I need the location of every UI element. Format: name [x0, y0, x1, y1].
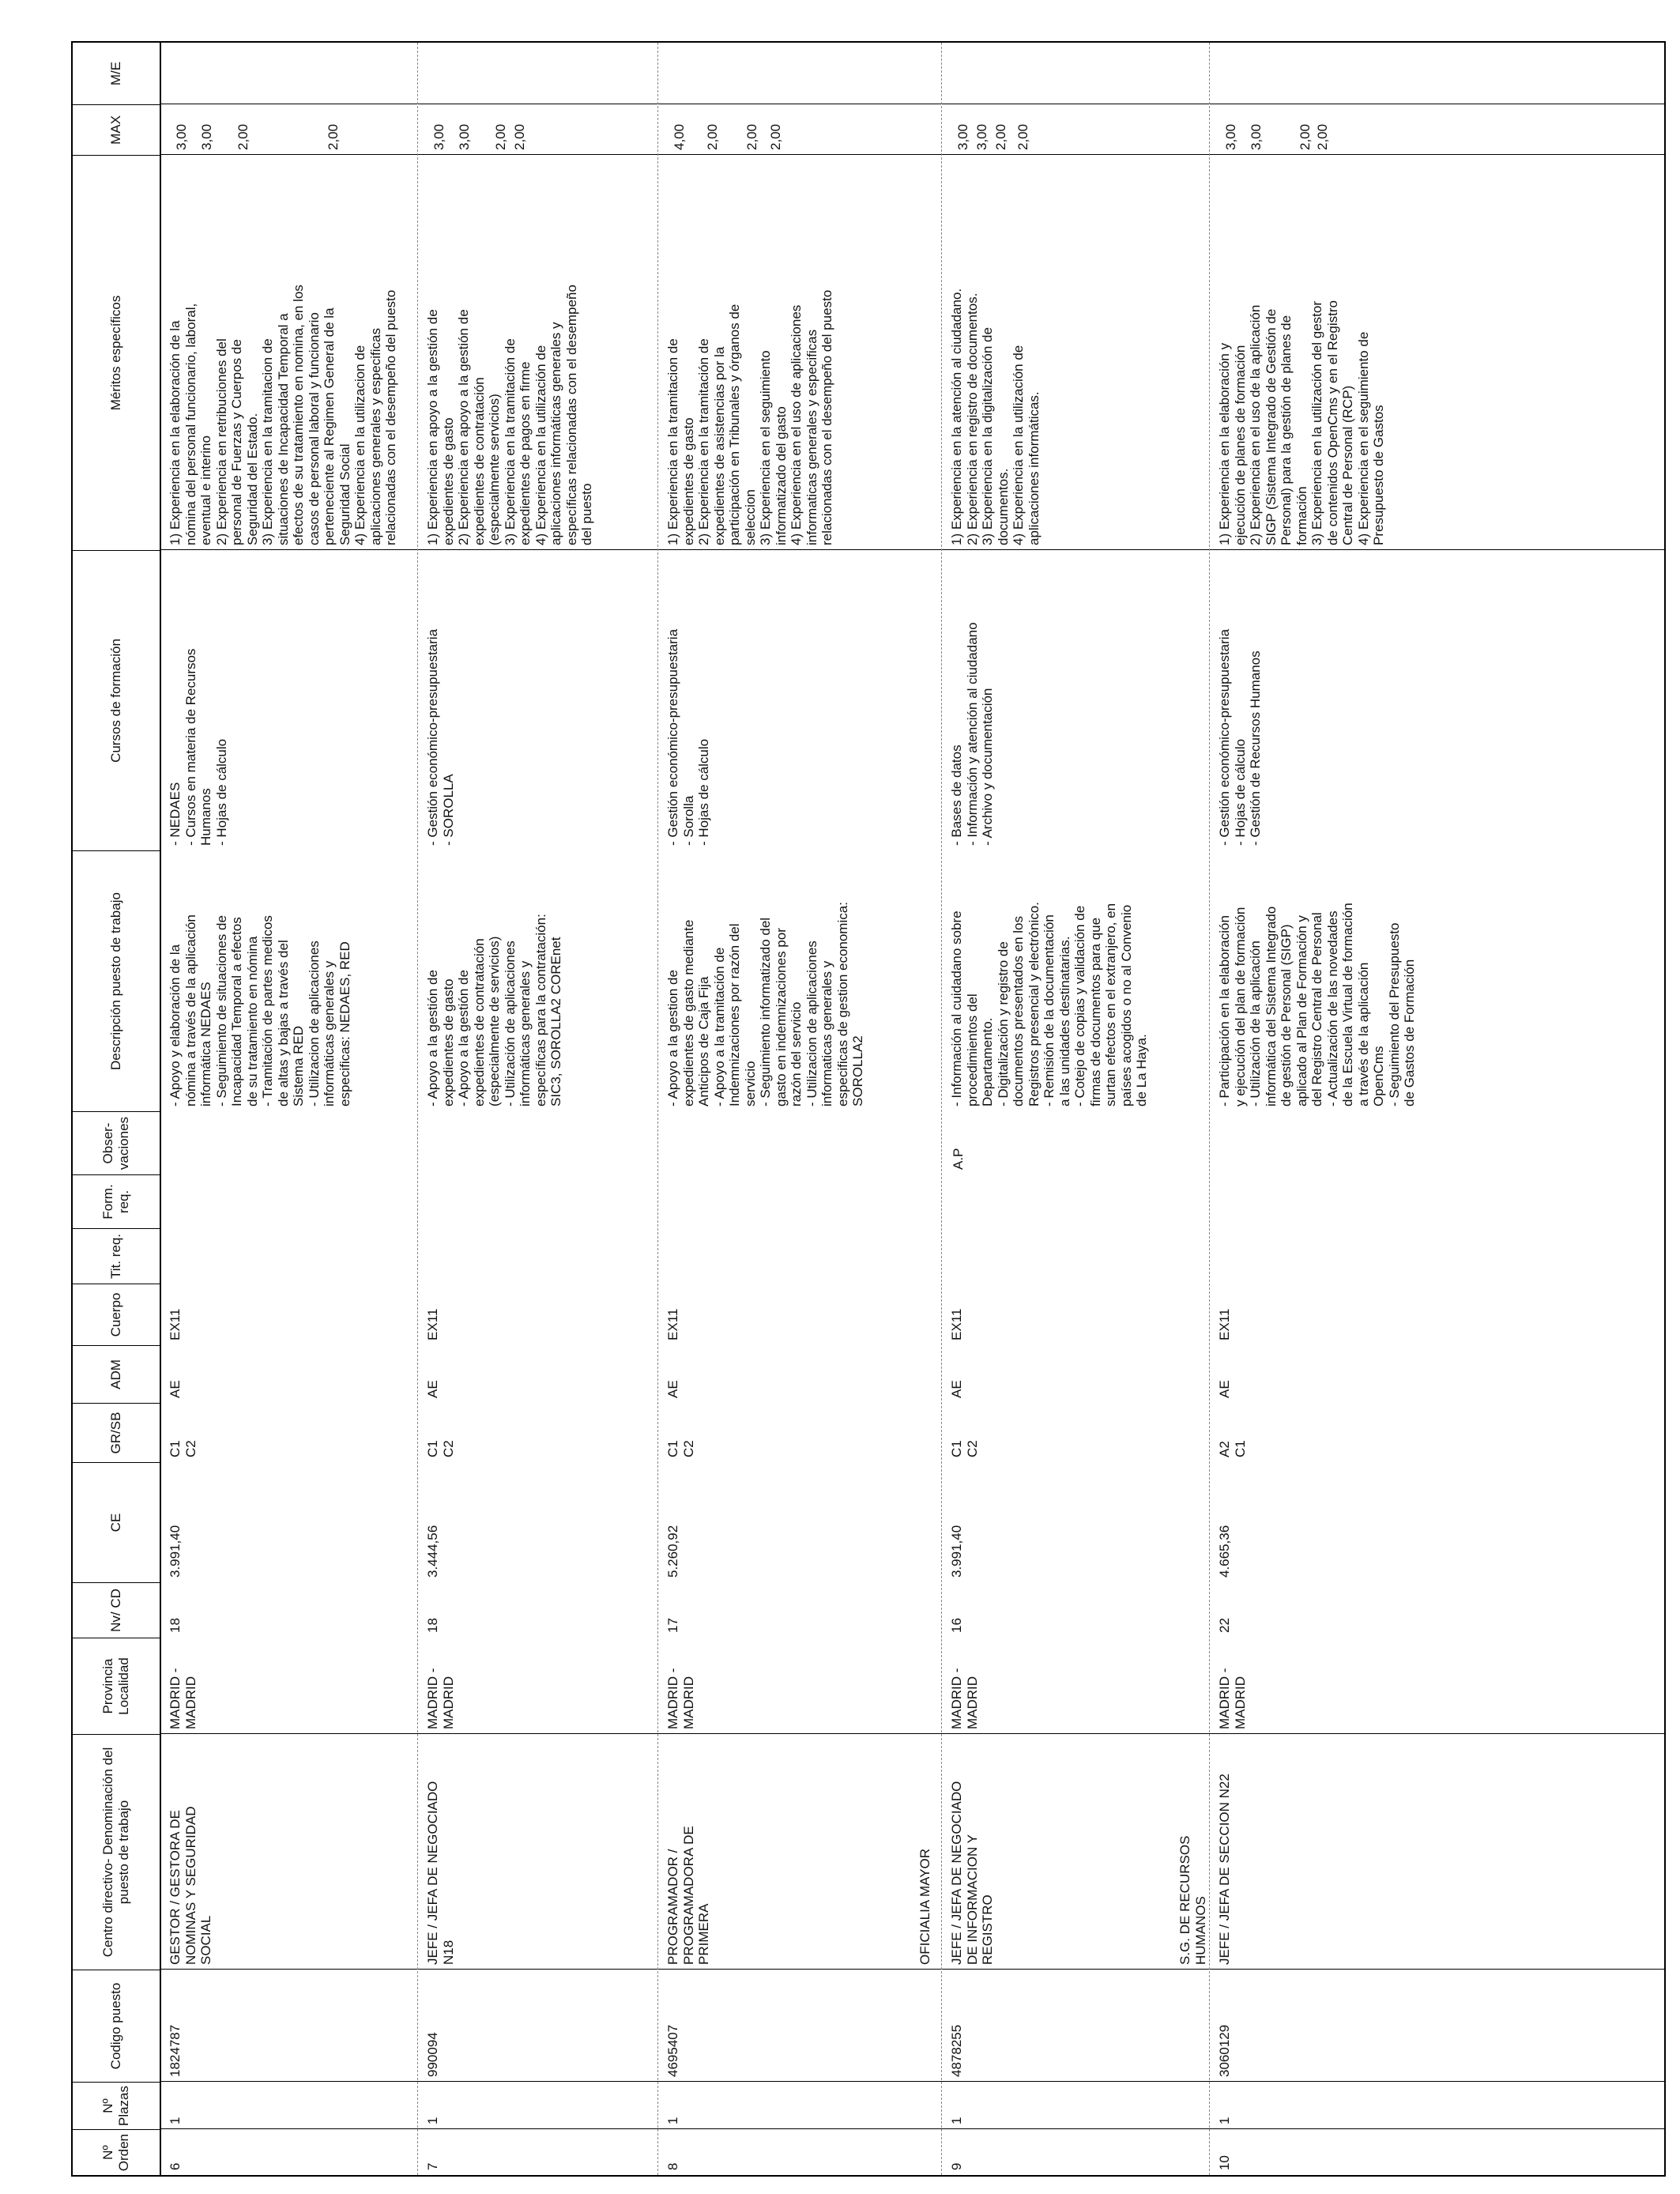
cell-grupo: C1 C2: [665, 1440, 696, 1457]
position-name: PROGRAMADOR / PROGRAMADORA DE PRIMERA: [665, 1826, 711, 1965]
cell-plazas: 1: [168, 2117, 183, 2124]
header-cuerpo: Cuerpo: [73, 1284, 160, 1345]
cell-adm: AE: [665, 1380, 680, 1398]
cell-cursos: - Gestión económico-presupuestaria - Hojas de cálculo - Gestión de Recursos Humanos: [1217, 628, 1263, 846]
position-name: JEFE / JEFA DE NEGOCIADO N18: [425, 1781, 456, 1965]
header-obs: Obser- vaciones: [73, 1111, 160, 1174]
cell-orden: 7: [425, 2162, 440, 2170]
header-nivel: Nv/ CD: [73, 1582, 160, 1638]
cell-max-value: 2,00: [768, 123, 783, 150]
cell-max-value: 3,00: [955, 123, 970, 150]
cell-descripcion: - Apoyo y elaboración de la nómina a través de la aplicación informática NEDAES - Seguimiento de situaciones de Incapacidad Temporal a efectos de su tratamiento en nómina - Tramitación de partes medicos de altas y bajas a través del Sistema RED - Utilizacion de aplicaciones informáticas generales y especificas: NEDAES, RED: [168, 914, 352, 1106]
header-tit: Tit. req.: [73, 1228, 160, 1284]
cell-meritos: 1) Experiencia en la elaboración de la nómina del personal funcionario, laboral, eventual e interino 2) Experiencia en retribuciones del personal de Fuerzas y Cuerpos de Seguridad del Estado. 3) Experiencia en la tramitacion de situaciones de Incapacidad Temporal a efectos de su tratamiento en nomina, en los casos de personal laboral y funcionario perteneciente al Regimen General de la Seguridad Social 4) Experiencia en la utilizacion de aplicaciones generales y especificas relacionadas con el desempeño del puesto: [168, 285, 398, 545]
cell-max-value: 3,00: [174, 123, 189, 150]
cell-max-value: 3,00: [199, 123, 214, 150]
cell-centro: [917, 1734, 996, 1970]
cell-provincia: MADRID - MADRID: [168, 1668, 198, 1729]
cell-cuerpo: EX11: [949, 1308, 964, 1340]
cell-nivel: 22: [1217, 1618, 1232, 1633]
header-grupo: GR/SB: [73, 1403, 160, 1462]
cell-plazas: 1: [949, 2117, 964, 2124]
position-name: JEFE / JEFA DE NEGOCIADO DE INFORMACION Y REGISTRO: [949, 1781, 995, 1965]
cell-meritos: 1) Experiencia en la elaboración y ejecución de planes de formación 2) Experiencia en el uso de la aplicación SIGP (Sistema Integrado de Gestión de Personal) para la gestión de planes de formación 3) Experiencia en la utilización del gestor de contenidos OpenCms y en el Registro Central de Personal (RCP) 4) Experiencia en el seguimiento de Presupuesto de Gastos: [1217, 300, 1386, 545]
cell-grupo: C1 C2: [168, 1440, 198, 1457]
header-centro: Centro directivo- Denominación del puesto de trabajo: [73, 1734, 160, 1970]
cell-cuerpo: EX11: [1217, 1308, 1232, 1340]
header-codigo: Codigo puesto: [73, 1970, 160, 2082]
cell-max-value: 2,00: [1298, 123, 1313, 150]
cell-codigo: 990094: [425, 2032, 440, 2077]
cell-descripcion: - Apoyo a la gestion de expedientes de gasto mediante Anticipos de Caja Fija - Apoyo a la tramitación de Indemnizaciones por razón del servicio - Seguimiento informatizado del gasto en indemnizaciones por razón del servicio - Utilizacion de aplicaciones informaticas generales y especificas de gestion economica: SOROLLA2: [665, 902, 865, 1106]
cell-max-value: 3,00: [431, 123, 446, 150]
cell-centro: [665, 1734, 712, 1970]
cell-descripcion: - Apoyo a la gestión de expedientes de gasto - Apoyo a la gestión de expedientes de contratación (especialmente de servicios) - Utilización de aplicaciones informáticas generales y específicas para la contratación: SIC3, SOROLLA2 COREnet: [425, 914, 563, 1106]
header-plazas: Nº Plazas: [73, 2082, 160, 2129]
cell-provincia: MADRID - MADRID: [665, 1668, 696, 1729]
cell-cursos: - Gestión económico-presupuestaria - Sorolla - Hojas de cálculo: [665, 628, 711, 846]
cell-max-value: 2,00: [1315, 123, 1330, 150]
cell-max-value: 2,00: [1015, 123, 1030, 150]
cell-max-value: 2,00: [744, 123, 759, 150]
cell-max-value: 2,00: [993, 123, 1008, 150]
table-row: [917, 43, 1210, 2175]
cell-max-value: 3,00: [457, 123, 472, 150]
cell-centro: [168, 1734, 214, 1970]
cell-descripcion: - Información al cuidadano sobre procedimientos del Departamento. - Digitalización y registro de documentos presentados en los Registros presencial y electrónico. - Remisión de la documentación a las unidades destinatarias. - Cotejo de copias y validación de firmas de documentos para que surtan efectos en el extranjero, en países acogidos o no al Convenio de La Haya.: [949, 902, 1149, 1106]
cell-nivel: 16: [949, 1618, 964, 1633]
cell-meritos: 1) Experiencia en la tramitacion de expedientes de gasto 2) Experiencia en la tramitación de expedientes de asistencias por la participación en Tribunales y órganos de seleccion 3) Experiencia en el seguimiento informatizado del gasto 4) Experiencia en el uso de aplicaciones informaticas generales y especificas relacionadas con el desempeño del puesto: [665, 289, 834, 545]
header-ce: CE: [73, 1462, 160, 1582]
table-row: [657, 43, 942, 2175]
cell-orden: 9: [949, 2162, 964, 2170]
position-name: JEFE / JEFA DE SECCION N22: [1217, 1774, 1232, 1965]
cell-orden: 6: [168, 2162, 183, 2170]
cell-cuerpo: EX11: [168, 1308, 183, 1340]
cell-max-value: 2,00: [326, 123, 341, 150]
cell-ce: 5.260,92: [665, 1525, 680, 1578]
cell-ce: 4.665,36: [1217, 1525, 1232, 1578]
cell-provincia: MADRID - MADRID: [425, 1668, 456, 1729]
cell-codigo: 4878255: [949, 2024, 964, 2077]
cell-adm: AE: [425, 1380, 440, 1398]
cell-codigo: 1824787: [168, 2024, 183, 2077]
cell-cursos: - NEDAES - Cursos en materia de Recursos Humanos - Hojas de cálculo: [168, 648, 229, 846]
table-row: [160, 43, 418, 2175]
cell-centro: [425, 1734, 456, 1970]
cell-max-value: 3,00: [1249, 123, 1264, 150]
header-descripcion: Descripción puesto de trabajo: [73, 850, 160, 1111]
header-orden: Nº Orden: [73, 2129, 160, 2175]
cell-nivel: 17: [665, 1618, 680, 1633]
cell-ce: 3.444,56: [425, 1525, 440, 1578]
cell-grupo: A2 C1: [1217, 1440, 1248, 1457]
cell-obs: A.P: [951, 1148, 966, 1170]
cell-meritos: 1) Experiencia en la atención al ciudadano. 2) Experiencia en registro de documentos. 3) Experiencia en la digitalización de documentos. 4) Experiencia en la utilización de aplicaciones informáticas.: [949, 288, 1042, 545]
cell-ce: 3.991,40: [949, 1525, 964, 1578]
cell-max-value: 2,00: [235, 123, 250, 150]
table-header: [73, 43, 161, 2175]
cell-ce: 3.991,40: [168, 1525, 183, 1578]
position-name: GESTOR / GESTORA DE NOMINAS Y SEGURIDAD SOCIAL: [168, 1806, 213, 1965]
cell-meritos: 1) Experiencia en apoyo a la gestión de expedientes de gasto 2) Experiencia en apoyo a la gestión de expedientes de contratación (especialmente servicios) 3) Experiencia en la tramitación de expedientes de pagos en firme 4) Experiencia en la utilización de aplicaciones informáticas generales y específicas relacionadas con el desempeño del puesto: [425, 285, 594, 545]
cell-nivel: 18: [168, 1618, 183, 1633]
cell-provincia: MADRID - MADRID: [949, 1668, 980, 1729]
cell-codigo: 3060129: [1217, 2024, 1232, 2077]
header-meritos: Méritos específicos: [73, 155, 160, 550]
cell-orden: 8: [665, 2162, 680, 2170]
cell-centro: [1177, 1734, 1233, 1970]
cell-max-value: 4,00: [672, 123, 687, 150]
cell-cursos: - Gestión económico-presupuestaria - SOROLLA: [425, 628, 456, 846]
cell-cuerpo: EX11: [665, 1308, 680, 1340]
cell-plazas: 1: [425, 2117, 440, 2124]
cell-max-value: 3,00: [974, 123, 989, 150]
cell-grupo: C1 C2: [425, 1440, 456, 1457]
cell-plazas: 1: [1217, 2117, 1232, 2124]
cell-cursos: - Bases de datos - Información y atención al ciudadano - Archivo y documentación: [949, 622, 995, 846]
cell-provincia: MADRID - MADRID: [1217, 1668, 1248, 1729]
cell-nivel: 18: [425, 1618, 440, 1633]
cell-adm: AE: [949, 1380, 964, 1398]
job-positions-table: [71, 41, 1666, 2177]
cell-cuerpo: EX11: [425, 1308, 440, 1340]
table-row: [417, 43, 658, 2175]
header-me: M/E: [108, 61, 123, 86]
cell-max-value: 2,00: [705, 123, 720, 150]
cell-adm: AE: [1217, 1380, 1232, 1398]
header-max: MAX: [73, 104, 160, 155]
header-provincia: Provincia Localidad: [73, 1638, 160, 1734]
cell-adm: AE: [168, 1380, 183, 1398]
table-row: [1177, 43, 1664, 2175]
cell-grupo: C1 C2: [949, 1440, 980, 1457]
cell-max-value: 2,00: [493, 123, 508, 150]
cell-max-value: 3,00: [1223, 123, 1238, 150]
header-adm: ADM: [73, 1345, 160, 1403]
cell-orden: 10: [1217, 2155, 1232, 2170]
cell-max-value: 2,00: [512, 123, 527, 150]
unit-name: S.G. DE RECURSOS HUMANOS: [1177, 1835, 1208, 1965]
cell-descripcion: - Participación en la elaboración y ejecución del plan de formación - Utilización de la aplicación informática del Sistema Integrado de gestión de Personal (SIGP) aplicado al Plan de Formación y del Registro Central de Personal - Actualización de las novedades de la Escuela Virtual de formación a través de la aplicación OpenCms - Seguimiento del Presupuesto de Gastos de Formación: [1217, 903, 1417, 1106]
unit-name: OFICIALIA MAYOR: [917, 1848, 932, 1965]
header-cursos: Cursos de formación: [73, 550, 160, 850]
cell-codigo: 4695407: [665, 2024, 680, 2077]
cell-plazas: 1: [665, 2117, 680, 2124]
header-form: Form. req.: [73, 1174, 160, 1228]
